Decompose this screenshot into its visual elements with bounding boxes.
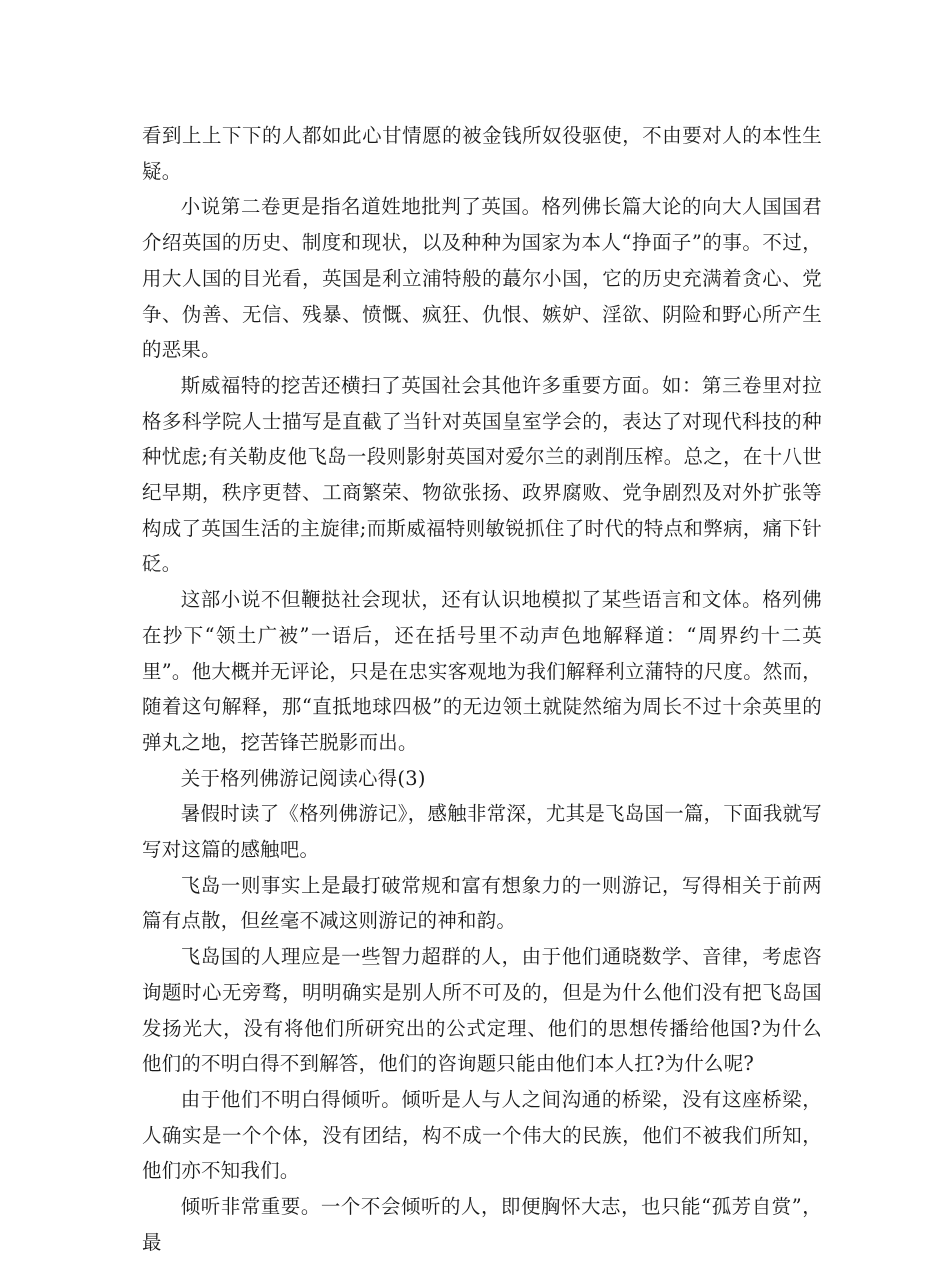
paragraph: 斯威福特的挖苦还横扫了英国社会其他许多重要方面。如：第三卷里对拉格多科学院人士描写是直截了当针对英国皇室学会的，表达了对现代科技的种种忧虑;有关勒皮他飞岛一段则影射英国对爱尔兰的剥削压榨。总之，在十八世纪早期，秩序更替、工商繁荣、物欲张扬、政界腐败、党争剧烈及对外扩张等构成了英国生活的主旋律;而斯威福特则敏锐抓住了时代的特点和弊病，痛下针砭。 xyxy=(142,373,822,576)
paragraph: 飞岛一则事实上是最打破常规和富有想象力的一则游记，写得相关于前两篇有点散，但丝毫不减这则游记的神和韵。 xyxy=(142,873,822,933)
paragraph: 飞岛国的人理应是一些智力超群的人，由于他们通晓数学、音律，考虑咨询题时心无旁骛，明明确实是别人所不可及的，但是为什么他们没有把飞岛国发扬光大，没有将他们所研究出的公式定理、他们的思想传播给他国?为什么他们的不明白得不到解答，他们的咨询题只能由他们本人扛?为什么呢? xyxy=(142,945,822,1076)
paragraph: 这部小说不但鞭挞社会现状，还有认识地模拟了某些语言和文体。格列佛在抄下“领土广被”一语后，还在括号里不动声色地解释道：“周界约十二英里”。他大概并无评论，只是在忠实客观地为我们解释利立蒲特的尺度。然而，随着这句解释，那“直抵地球四极”的无边领土就陡然缩为周长不过十余英里的弹丸之地，挖苦锋芒脱影而出。 xyxy=(142,588,822,754)
document-body xyxy=(142,118,822,1261)
section-heading: 关于格列佛游记阅读心得(3) xyxy=(180,766,426,790)
paragraph: 暑假时读了《格列佛游记》，感触非常深，尤其是飞岛国一篇，下面我就写写对这篇的感触吧。 xyxy=(142,802,822,862)
paragraph: 看到上上下下的人都如此心甘情愿的被金钱所奴役驱使，不由要对人的本性生疑。 xyxy=(142,124,822,183)
paragraph: 由于他们不明白得倾听。倾听是人与人之间沟通的桥梁，没有这座桥梁，人确实是一个个体，没有团结，构不成一个伟大的民族，他们不被我们所知，他们亦不知我们。 xyxy=(142,1087,822,1183)
paragraph: 倾听非常重要。一个不会倾听的人，即便胸怀大志，也只能“孤芳自赏”，最 xyxy=(142,1195,822,1254)
paragraph: 小说第二卷更是指名道姓地批判了英国。格列佛长篇大论的向大人国国君介绍英国的历史、制度和现状，以及种种为国家为本人“挣面子”的事。不过，用大人国的目光看，英国是利立浦特般的蕞尔小国，它的历史充满着贪心、党争、伪善、无信、残暴、愤慨、疯狂、仇恨、嫉妒、淫欲、阴险和野心所产生的恶果。 xyxy=(142,195,822,362)
